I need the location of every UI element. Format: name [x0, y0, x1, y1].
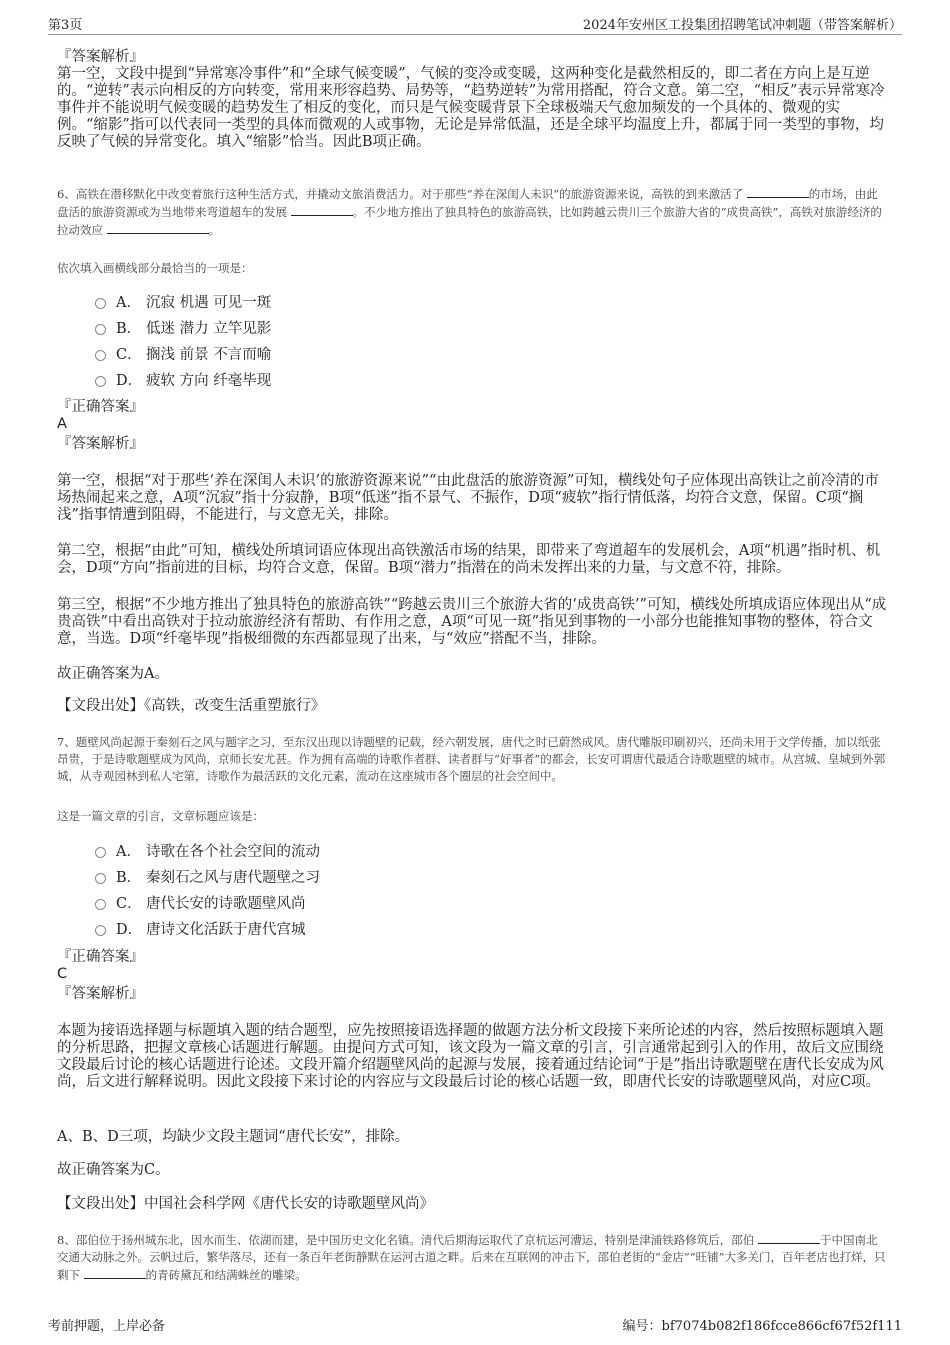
q6-analysis-2: 第二空，根据“由此”可知，横线处所填词语应体现出高铁激活市场的结果，即带来了弯道超车的发展机会，A项“机遇”指时机、机会，D项“方向”指前进的目标，均符合文意，保留。B项“潜力”指潜在的尚未发挥出来的力量，与文意不符，排除。 [57, 543, 881, 576]
radio-icon[interactable] [95, 376, 106, 387]
page-header [48, 12, 902, 35]
q7-prompt: 这是一篇文章的引言，文章标题应该是： [57, 809, 264, 823]
q6-option-d[interactable]: D． 疲软 方向 纤毫毕现 [95, 372, 271, 390]
document-title: 2024年安州区工投集团招聘笔试冲刺题（带答案解析） [582, 17, 902, 33]
radio-icon[interactable] [95, 298, 106, 309]
q7-option-b[interactable]: B． 秦刻石之风与唐代题壁之习 [95, 869, 320, 887]
q7-source: 【文段出处】中国社会科学网《唐代长安的诗歌题壁风尚》 [57, 1196, 434, 1212]
correct-label: 『正确答案』 [57, 399, 144, 415]
footer-slogan: 考前押题，上岸必备 [48, 1318, 166, 1334]
q6-stem-part-d: 。 [208, 223, 221, 237]
q5-analysis [57, 49, 887, 151]
q7-option-c[interactable]: C． 唐代长安的诗歌题壁风尚 [95, 895, 306, 913]
blank-line [291, 203, 353, 216]
blank-line [758, 1231, 820, 1244]
q6-source: 【文段出处】《高铁，改变生活重塑旅行》 [57, 698, 326, 714]
q8-stem-part-c: 的青砖黛瓦和结满蛛丝的雕梁。 [145, 1268, 307, 1282]
q6-analysis-3: 第三空，根据“不少地方推出了独具特色的旅游高铁”“跨越云贵川三个旅游大省的‘成贵高铁’”可知，横线处所填成语应体现出从“成贵高铁”中看出高铁对于拉动旅游经济有帮助、有作用之意，A项“可见一斑”指见到事物的一小部分也能推知事物的整体，符合文意，当选。D项“纤毫毕现”指极细微的东西都显现了出来，与“效应”搭配不当，排除。 [57, 597, 887, 647]
radio-icon[interactable] [95, 350, 106, 361]
blank-line [107, 221, 209, 234]
q6-prompt: 依次填入画横线部分最恰当的一项是： [57, 261, 253, 275]
radio-icon[interactable] [95, 873, 106, 884]
correct-answer: A [57, 416, 67, 432]
document-id: 编号：bf7074b082f186fcce866cf67f52f111 [622, 1318, 902, 1334]
page-number: 第3页 [48, 17, 83, 33]
q7-option-d[interactable]: D． 唐诗文化活跃于唐代宫城 [95, 921, 306, 939]
q7-option-a[interactable]: A． 诗歌在各个社会空间的流动 [95, 843, 320, 861]
q6-stem-part-c: 。不少地方推出了独具特色的旅游高铁，比如跨越云贵川三个旅游大省的“成贵高铁”，高铁对旅游经济的拉动效应 [57, 205, 882, 237]
q8-stem [57, 1231, 887, 1284]
analysis-label: 『答案解析』 [57, 986, 144, 1002]
q6-conclusion: 故正确答案为A。 [57, 666, 169, 682]
q6-analysis-1: 第一空，根据“对于那些‘养在深闺人未识’的旅游资源来说”“由此盘活的旅游资源”可知，横线处句子应体现出高铁让之前冷清的市场热闹起来之意，A项“沉寂”指十分寂静，B项“低迷”指不景气、不振作，D项“疲软”指行情低落，均符合文意，保留。C项“搁浅”指事情遭到阻碍，不能进行，与文意无关，排除。 [57, 473, 879, 523]
q6-option-c[interactable]: C． 搁浅 前景 不言而喻 [95, 346, 271, 364]
blank-line [747, 185, 809, 198]
q6-option-b[interactable]: B． 低迷 潜力 立竿见影 [95, 320, 271, 338]
radio-icon[interactable] [95, 324, 106, 335]
q6-option-a[interactable]: A． 沉寂 机遇 可见一斑 [95, 294, 271, 312]
q6-stem-part-b: 的市场，由此盘活的旅游资源或为当地带来弯道超车的发展 [57, 187, 878, 219]
q8-stem-part-b: 于中国南北交通大动脉之外。云帆过后，繁华落尽，还有一条百年老街静默在运河古道之畔。后来在互联网的冲击下，邵伯老街的“金店”“旺铺”大多关门，百年老店也打烊，只剩下 [57, 1233, 886, 1282]
q6-stem [57, 185, 887, 239]
analysis-text: 第一空，文段中提到“异常寒冷事件”和“全球气候变暖”，气候的变冷或变暖，这两种变化是截然相反的，即二者在方向上是互逆的。“逆转”表示向相反的方向转变，常用来形容趋势、局势等，“趋势逆转”为常用搭配，符合文意。第二空，“相反”表示异常寒冷事件并不能说明气候变暖的趋势发生了相反的变化，而只是气候变暖背景下全球极端天气愈加频发的一个具体的、微观的实例。“缩影”指可以代表同一类型的具体而微观的人或事物，无论是异常低温，还是全球平均温度上升，都属于同一类型的事物，均反映了气候的异常变化。填入“缩影”恰当。因此B项正确。 [57, 66, 885, 150]
q7-stem: 7、题壁风尚起源于秦刻石之风与题字之习，至东汉出现以诗题壁的记载，经六朝发展，唐代之时已蔚然成风。唐代雕版印刷初兴，还尚未用于文学传播，加以纸张昂贵，于是诗歌题壁成为风尚，京师长安尤甚。作为拥有高端的诗歌作者群、读者群与“好事者”的都会，长安可谓唐代最适合诗歌题壁的城市。从宫城、皇城到外郭城，从寺观园林到私人宅第，诗歌作为最活跃的文化元素，流动在这座城市各个圈层的社会空间中。 [57, 735, 886, 783]
radio-icon[interactable] [95, 847, 106, 858]
analysis-label: 『答案解析』 [57, 436, 144, 452]
q6-answer [57, 399, 887, 453]
radio-icon[interactable] [95, 899, 106, 910]
q6-stem-part-a: 6、高铁在潜移默化中改变着旅行这种生活方式，并撬动文旅消费活力。对于那些“养在深闺人未识”的旅游资源来说，高铁的到来激活了 [57, 187, 744, 201]
q7-analysis-1: 本题为接语选择题与标题填入题的结合题型，应先按照接语选择题的做题方法分析文段接下来所论述的内容，然后按照标题填入题的分析思路，把握文章核心话题进行解题。由提问方式可知，该文段为一篇文章的引言，引言通常起到引入的作用，故后文应围绕文段最后讨论的核心话题进行论述。文段开篇介绍题壁风尚的起源与发展，接着通过结论词“于是”指出诗歌题壁在唐代长安成为风尚，后文进行解释说明。因此文段接下来讨论的内容应与文段最后讨论的核心话题一致，即唐代长安的诗歌题壁风尚，对应C项。 [57, 1023, 884, 1090]
q7-conclusion: 故正确答案为C。 [57, 1162, 170, 1178]
radio-icon[interactable] [95, 925, 106, 936]
q7-analysis-2: A、B、D三项，均缺少文段主题词“唐代长安”，排除。 [57, 1129, 410, 1145]
blank-line [84, 1266, 146, 1279]
q7-answer [57, 949, 887, 1003]
correct-answer: C [57, 966, 68, 982]
q8-stem-part-a: 8、邵伯位于扬州城东北，因水而生、依湖而建，是中国历史文化名镇。清代后期海运取代了京杭运河漕运，特别是津浦铁路修筑后，邵伯 [57, 1233, 755, 1247]
page-footer [48, 1313, 902, 1335]
analysis-label: 『答案解析』 [57, 49, 144, 65]
correct-label: 『正确答案』 [57, 949, 144, 965]
